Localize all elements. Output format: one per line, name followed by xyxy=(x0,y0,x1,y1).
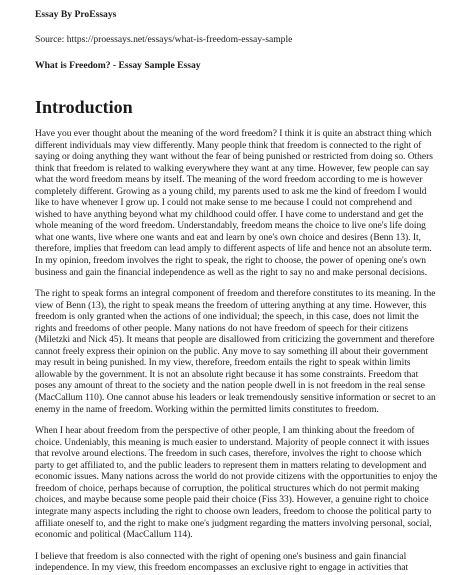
paragraph: I believe that freedom is also connected with the right of opening one's business and gain financial independence. In my view, this freedom encompasses an exclusive right to engage in activities that xyxy=(35,551,409,574)
paragraph: The right to speak forms an integral component of freedom and therefore constitutes to its meaning. In the view of Benn (13), the right to speak means the freedom of uttering anything at any time. However, this freedom is only granted when the actions of one individual; the speech, in this case, does not limit the rights and freedoms of other people. Many nations do not have freedom of speech for their citizens (Miletzki and Nick 45). It means that people are disallowed from criticizing the government and therefore cannot freely express their opinion on the public. Any move to say something ill about their government may result in being punished. In my view, therefore, freedom entails the right to speak within limits allowable by the government. It is not an absolute right because it has some constraints. Freedom that poses any amount of threat to the society and the nation people dwell in is not freedom in the real sense (MacCallum 110). One cannot abuse his leaders or leak tremendously sensitive information or secret to an enemy in the name of freedom. Working within the permitted limits constitutes to freedom. xyxy=(35,289,436,415)
source-label: Source: xyxy=(35,34,65,45)
source-url: https://proessays.net/essays/what-is-freedom-essay-sample xyxy=(66,34,293,45)
paragraph: When I hear about freedom from the perspective of other people, I am thinking about the freedom of choice. Undeniably, this meaning is much easier to understand. Majority of people connect it with issues that revolve around elections. The freedom in such cases, therefore, involves the right to choose which party to get affiliated to, and the public leaders to represent them in matters relating to development and economic issues. Many nations across the world do not provide citizens with the opportunities to enjoy the freedom of choice, perhaps because of corruption, the political structures which do not permit making choices, and maybe because some people paid their choice (Fiss 33). However, a genuine right to choice integrate many aspects including the right to choose own leaders, freedom to choose the political party to affiliate oneself to, and the right to make one's judgment regarding the matters involving personal, social, economic and political (MacCallum 114). xyxy=(35,426,438,541)
paragraph: Have you ever thought about the meaning of the word freedom? I think it is quite an abstract thing which different individuals may view differently. Many people think that freedom is connected to the right of saying or doing anything they want without the fear of being punished or restricted from doing so. Others think that freedom is related to walking everywhere they want at any time. However, few people can say what the word freedom means by itself. The meaning of the word freedom according to me is however completely different. Growing as a young child, my parents used to ask me the kind of freedom I would like to have whenever I grow up. I could not make sense to me because I could not comprehend and wished to have anything beyond what my childhood could offer. I have come to understand and get the whole meaning of the word freedom. Understandably, freedom means the choice to live one's life doing what one wants, live where one wants and eat and learn by one's own choice and desires (Benn 13). It, therefore, implies that freedom can lead amply to different aspects of life and hence not an absolute term. In my opinion, freedom involves the right to speak, the right to choose, the power of opening one's own business and gain the financial independence as well as the right to say no and make personal decisions. xyxy=(35,129,433,278)
essay-title: What is Freedom? - Essay Sample Essay xyxy=(35,60,201,71)
source-line xyxy=(35,34,439,46)
brand-title: Essay By ProEssays xyxy=(35,9,117,20)
section-heading-introduction: Introduction xyxy=(35,97,133,117)
